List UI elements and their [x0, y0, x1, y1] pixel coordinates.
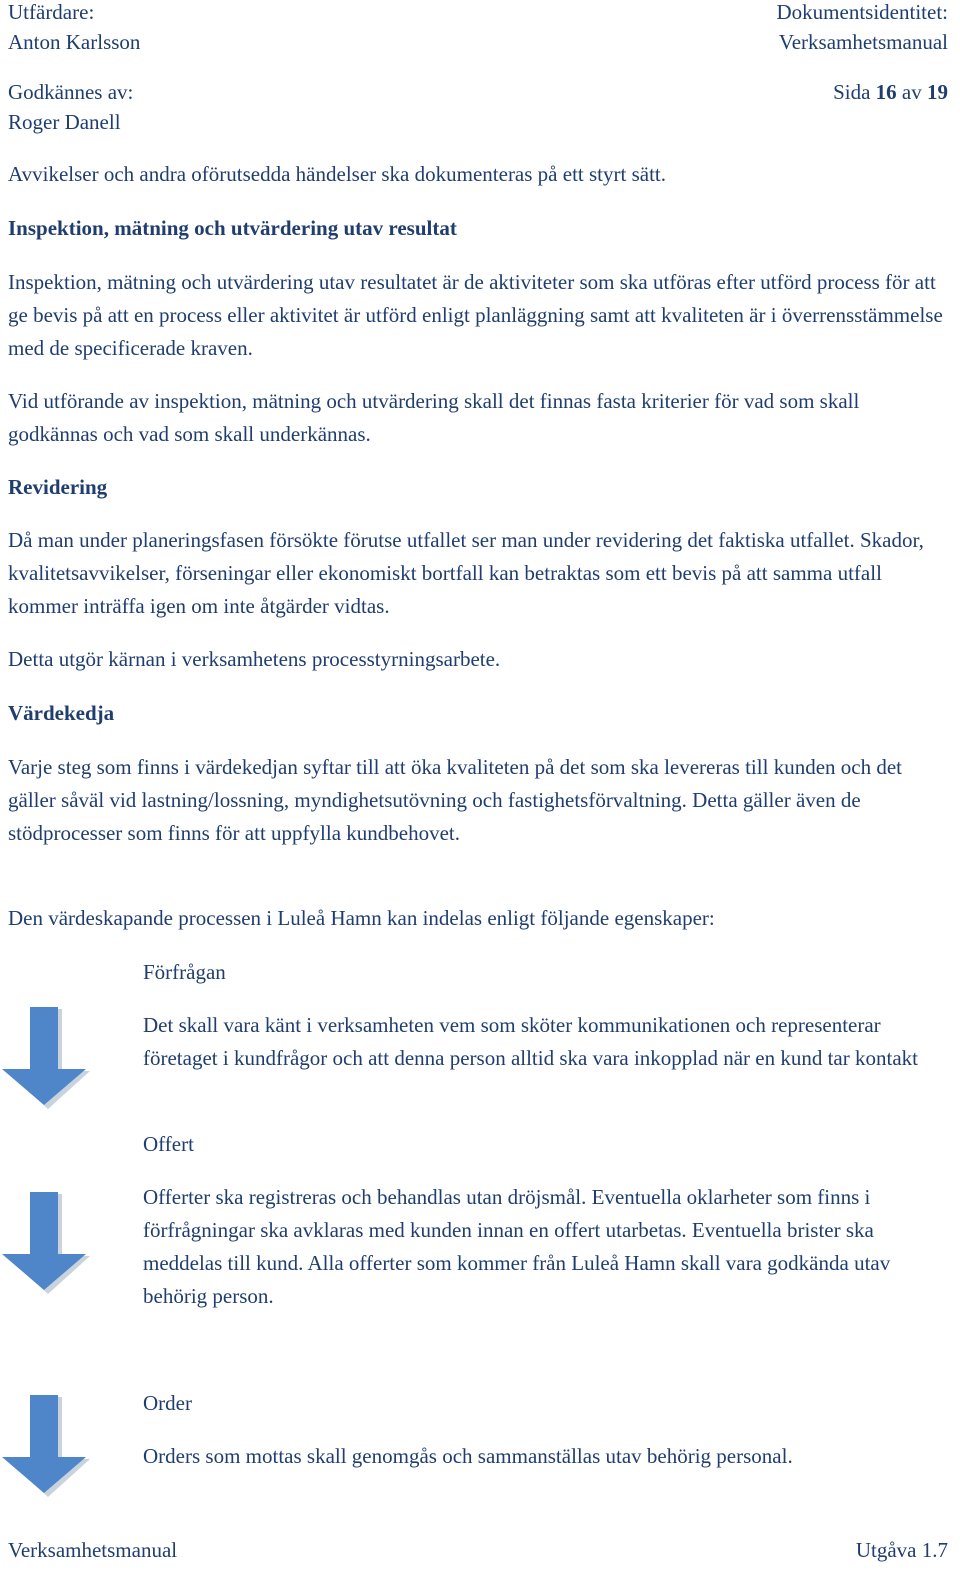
- value-chain-heading: Värdekedja: [8, 701, 115, 725]
- revision-paragraph-2: Detta utgör kärnan i verksamhetens processtyrningsarbete.: [8, 647, 501, 671]
- page-number: [833, 80, 948, 105]
- issuer-label: Utfärdare:: [8, 0, 95, 24]
- step-text-offert: Offerter ska registreras och behandlas utan dröjsmål. Eventuella oklarheter som finns i förfrågningar ska avklaras med kunden innan en offert utarbetas. Eventuella brister ska meddelas till kund. Alla offerter som kommer från Luleå Hamn skall vara godkända utav behörig person.: [143, 1185, 891, 1308]
- down-arrow-icon: [2, 1005, 92, 1113]
- intro-paragraph: Avvikelser och andra oförutsedda händelser ska dokumenteras på ett styrt sätt.: [8, 162, 666, 186]
- step-text-order: Orders som mottas skall genomgås och sammanställas utav behörig personal.: [143, 1444, 793, 1468]
- value-chain-paragraph-1: Varje steg som finns i värdekedjan syftar till att öka kvaliteten på det som ska levereras till kunden och det gäller såväl vid lastning/lossning, myndighetsutövning och fastighetsförvaltning. Detta gäller även de stödprocesser som finns för att uppfylla kundbehovet.: [8, 755, 902, 845]
- revision-heading: Revidering: [8, 475, 108, 499]
- inspection-paragraph-1: Inspektion, mätning och utvärdering utav resultatet är de aktiviteter som ska utföras efter utförd process för att ge bevis på att en process eller aktivitet är utförd enligt planläggning samt att kvaliteten är i överrensstämmelse med de specificerade kraven.: [8, 270, 943, 360]
- page-total: 19: [927, 80, 948, 104]
- doc-id-label: Dokumentsidentitet:: [776, 0, 948, 24]
- doc-id-value: Verksamhetsmanual: [778, 30, 948, 54]
- inspection-heading: Inspektion, mätning och utvärdering utav resultat: [8, 216, 457, 240]
- step-text-forfragan: Det skall vara känt i verksamheten vem som sköter kommunikationen och representerar företaget i kundfrågor och att denna person alltid ska vara inkopplad när en kund tar kontakt: [143, 1013, 918, 1070]
- revision-paragraph-1: Då man under planeringsfasen försökte förutse utfallet ser man under revidering det faktiska utfallet. Skador, kvalitetsavvikelser, förseningar eller ekonomiskt bortfall kan betraktas som ett bevis på att samma utfall kommer inträffa igen om inte åtgärder vidtas.: [8, 528, 924, 618]
- page-sep: av: [901, 80, 922, 104]
- inspection-paragraph-2: Vid utförande av inspektion, mätning och utvärdering skall det finnas fasta kriterier för vad som skall godkännas och vad som skall underkännas.: [8, 389, 860, 446]
- footer-manual: Verksamhetsmanual: [8, 1538, 178, 1562]
- down-arrow-icon: [2, 1393, 92, 1501]
- footer-edition: Utgåva 1.7: [855, 1538, 948, 1562]
- approver-name: Roger Danell: [8, 110, 121, 134]
- page-current: 16: [875, 80, 897, 104]
- step-title-order: Order: [143, 1391, 192, 1415]
- step-title-offert: Offert: [143, 1132, 194, 1156]
- step-title-forfragan: Förfrågan: [143, 960, 226, 984]
- approved-label: Godkännes av:: [8, 80, 134, 104]
- issuer-name: Anton Karlsson: [8, 30, 141, 54]
- value-chain-paragraph-2: Den värdeskapande processen i Luleå Hamn kan indelas enligt följande egenskaper:: [8, 906, 715, 930]
- page-prefix: Sida: [833, 80, 871, 104]
- down-arrow-icon: [2, 1190, 92, 1298]
